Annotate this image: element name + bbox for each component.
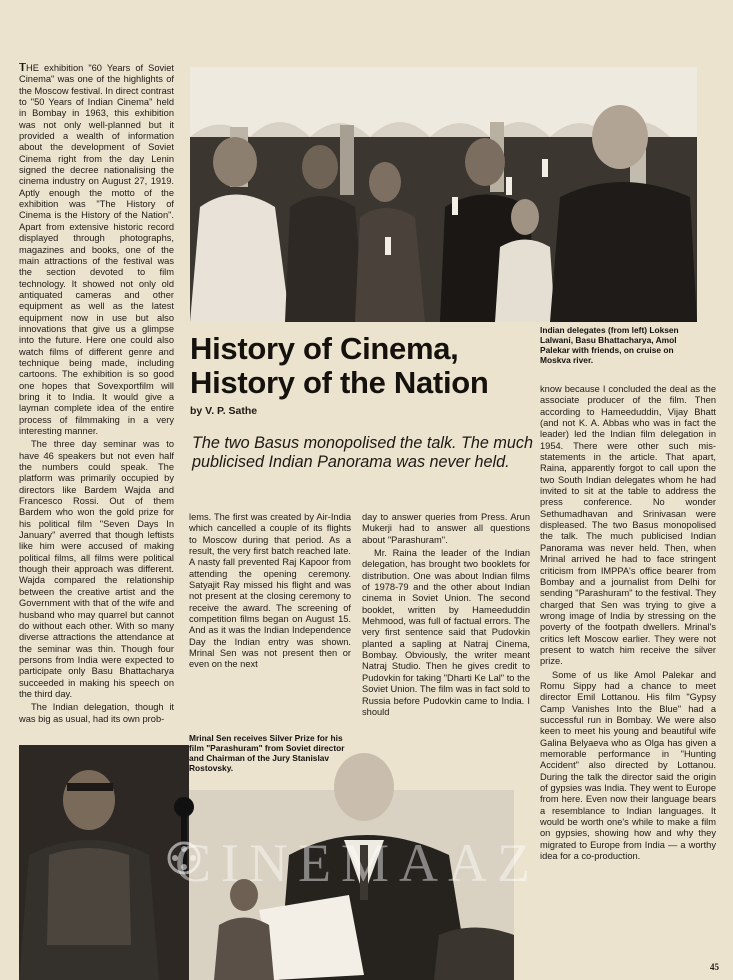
paragraph-problems: lems. The first was created by Air-India which cancelled a couple of its flights to Moscow during that period. As a result, the very first batch reached late. A nasty fall prevented Raj Kapoor from attending the opening ceremony. Satyajit Ray missed his flight and was not present at the closing ceremony to receive the award. The screening of competition films began on August 15. And as it was the Indian Independence Day the Indian entry was shown. Mrinal Sen was not present then or even on the next: [189, 512, 351, 670]
paragraph-intro: THE exhibition "60 Years of Soviet Cinema" was one of the highlights of the Moscow festival. In direct contrast to "50 Years of Indian Cinema" held in Bombay in 1963, this exhibition was not only well-planned but it provided a wealth of information about the development of Soviet Cinema right from the day Lenin signed the decree nationalising the cinema industry on August 27, 1919. Aptly enough the motto of the exhibition was "The History of Cinema is the History of the Nation". Apart from extensive historic record displayed through photographs, magazines and books, one of the main attractions of the festival was the section devoted to film technology. It showed not only old antiquated cameras and other equipment as well as the latest equipment now in use but also innovations that give us a glimpse into the future. Here one could also watch films of different genre and technique being made, including cartoons. The exhibition is so good one hopes that Sovexportfilm will bring it to India. It would give a layman complete idea of the entire process of filmmaking in a very interesting manner.: [19, 63, 174, 436]
paragraph-gypsies: Some of us like Amol Palekar and Romu Sippy had a chance to meet director Emil Lottanou. His film "Gypsy Camp Vanishes Into the Blue" had a successful run in Bombay. We were also keen to meet his young and beautiful wife Galina Belyaeva who as Olga has given a memorable performance in "Hunting Accident" also directed by Lottanou. During the talk the director said the origin of gypsies was India. They went to Europe from here. Even now their language bears a resemblance to Indian languages. It would be worth one's while to make a film on gypsies, showing how and why they migrated to Europe from India — a worthy idea for a co-production.: [540, 669, 716, 862]
article-column-2: [189, 512, 351, 730]
byline: by V. P. Sathe: [190, 405, 258, 417]
photo-delegates-cruise: [190, 67, 697, 322]
paragraph-seminar: The three day seminar was to have 46 speakers but not even half the numbers could speak. The platform was primarily occupied by directors like Bardem Wajda and Francesco Rossi. Out of them Bardem who won the gold prize for his political film "Seven Days In January" averred that though leftists like him were accused of making political films, all films were political though their approach was different. Wajda compared the relationship between the creative artist and the Government with that of the wife and husband who may quarrel but cannot do without each other. With so many diverse attractions the attendance at the seminar was thin. Though four persons from India were expected to participate only Basu Bhattacharya succeeded in making his speech on the third day.: [19, 439, 174, 699]
paragraph-booklets: Mr. Raina the leader of the Indian delegation, has brought two booklets for distribution. One was about Indian films of 1978-79 and the other about Indian cinema in Soviet Union. The second booklet, written by Hameeduddin Mehmood, was full of factual errors. The very first sentence said that Pudovkin planted a sapling at Natraj Cinema, Bombay. Obviously, the writer meant Natraj Studio. Then he gives credit to Pudovkin for taking "Dharti Ke Lal" to the Soviet Union. The film was in fact sold to Russia before Pudovkin came to India. I should: [362, 548, 530, 717]
drop-cap: T: [19, 63, 27, 74]
photo-delegates-image: [190, 67, 697, 322]
headline-line-1: History of Cinema,: [190, 331, 459, 366]
page-number: 45: [710, 962, 719, 972]
caption-bottom-photo: Mrinal Sen receives Silver Prize for his film "Parashuram" from Soviet director and Chairman of the Jury Stanislav Rostovsky.: [189, 733, 345, 773]
paragraph-press: day to answer queries from Press. Arun Mukerji had to answer all questions about "Parashuram".: [362, 512, 530, 545]
watermark-text: CINEMAAZ: [175, 833, 540, 893]
standfirst: The two Basus monopolised the talk. The much publicised Indian Panorama was never held.: [192, 434, 534, 471]
headline-line-2: History of the Nation: [190, 365, 489, 400]
paragraph-deal: know because I concluded the deal as the associate producer of the film. Then according to Hameeduddin, Vijay Bhatt (and not K. A. Abbas who was in fact the leader) led the Indian film delegation in 1954. There were other such mis-statements in the article. That apart, Raina, apparently forgot to call upon the two South Indian delegates whom he had invited to sit at the table to address the press conference. No wonder Sethumadhavan and Srinivasan were displeased. The two Basus monopolised the talk. The much publicised Indian Panorama was never held. Then, when Mrinal arrived he had to face stringent criticism from IMPPA's office bearer from Bombay and a journalist from Delhi for sending "Parashuram" to the festival. They charged that Sen was trying to give a wrong image of India by stressing on the poverty of the footpath dwellers. Mrinal's critics left Moscow earlier. They were not present to watch him receive the silver prize.: [540, 384, 716, 667]
article-column-4: [540, 384, 716, 929]
article-column-3: [362, 512, 530, 758]
article-headline: [190, 332, 540, 400]
paragraph-delegation: The Indian delegation, though it was big as usual, had its own prob-: [19, 702, 174, 724]
caption-top-photo: Indian delegates (from left) Loksen Lalwani, Basu Bhattacharya, Amol Palekar with friends, on cruise on Moskva river.: [540, 325, 679, 365]
